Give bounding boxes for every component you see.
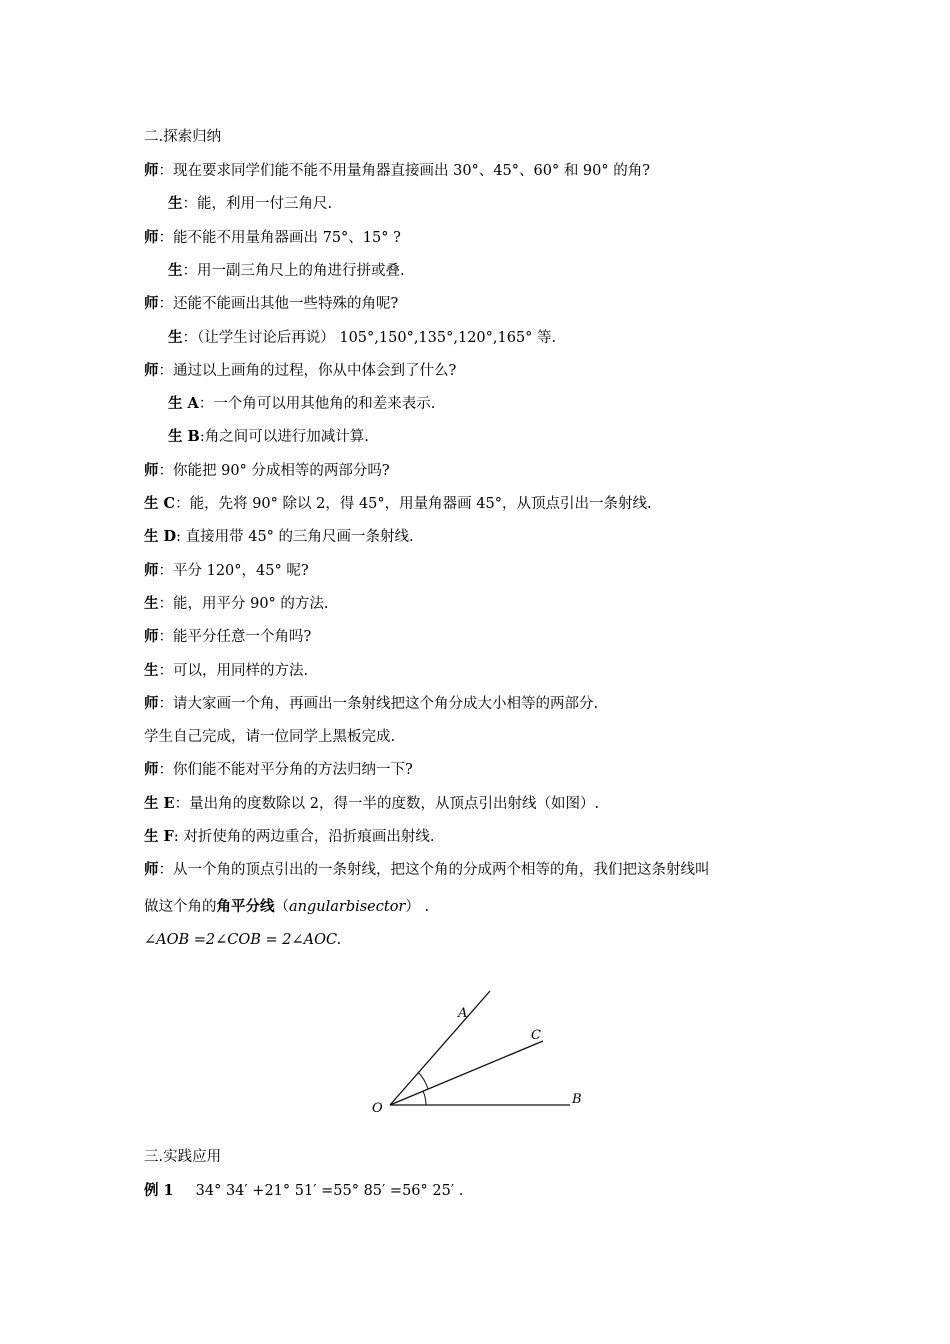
label-c: C (531, 1028, 541, 1043)
dialogue-line (144, 294, 398, 314)
section-3-heading: 三.实践应用 (144, 1149, 222, 1165)
speaker-separator: ： (158, 462, 173, 479)
speaker: 生 (144, 594, 159, 612)
speaker-separator: ： (175, 496, 190, 512)
angle-arc-aoc (418, 1072, 428, 1089)
utterance: 量出角的度数除以 2，得一半的度数，从顶点引出射线（如图）. (189, 795, 600, 812)
label-a: A (458, 1006, 468, 1021)
speaker: 生 A (168, 395, 199, 413)
speaker-separator: ： (158, 163, 173, 179)
speaker-separator: ： (174, 795, 190, 812)
dialogue-line (144, 727, 395, 747)
dialogue-line (144, 228, 401, 248)
speaker: 师 (144, 861, 159, 879)
utterance: 学生自己完成，请一位同学上黑板完成. (144, 729, 396, 746)
dialogue-line (168, 194, 332, 214)
speaker-separator: ： (158, 229, 173, 246)
utterance: 可以，用同样的方法. (173, 662, 309, 679)
dialogue-line (144, 860, 710, 880)
definition-line (144, 897, 429, 917)
speaker-separator: ： (182, 329, 197, 346)
utterance: 直接用带 45° 的三角尺画一条射线. (181, 529, 414, 546)
utterance: 能不能不用量角器画出 75°、15° ? (173, 229, 401, 246)
definition-term: 角平分线 (216, 898, 275, 915)
dialogue-line (144, 361, 456, 381)
speaker-separator: ： (158, 629, 173, 646)
speaker-separator: ： (182, 196, 197, 213)
example-label: 例 1 (144, 1182, 174, 1199)
dialogue-line (144, 760, 413, 780)
speaker: 师 (144, 628, 159, 646)
ray-oc (390, 1041, 543, 1105)
example-text: 34° 34′ +21° 51′ =55° 85′ =56° 25′ . (195, 1183, 464, 1199)
utterance: 能，先将 90° 除以 2，得 45°，用量角器画 45°，从顶点引出一条射线. (189, 496, 652, 512)
speaker-separator: ： (182, 262, 197, 279)
definition-prefix: 做这个角的 (144, 899, 217, 915)
utterance: 角之间可以进行加减计算. (204, 429, 369, 446)
dialogue-line (144, 461, 390, 481)
speaker: 师 (144, 162, 159, 179)
utterance: 你们能不能对平分角的方法归纳一下? (173, 762, 413, 779)
speaker: 生 B (168, 428, 200, 446)
angle-formula: ∠AOB =2∠COB = 2∠AOC. (144, 932, 342, 948)
speaker: 师 (144, 461, 159, 479)
dialogue-line (144, 561, 309, 581)
speaker-separator: : (199, 429, 205, 446)
speaker: 生 E (144, 794, 175, 812)
dialogue-line (144, 694, 598, 714)
definition-paren-close: ） . (405, 899, 430, 915)
example-1 (144, 1181, 463, 1201)
utterance: 还能不能画出其他一些特殊的角呢? (173, 296, 399, 313)
utterance: 你能把 90° 分成相等的两部分吗? (173, 462, 390, 479)
utterance: 能，利用一付三角尺. (197, 196, 333, 213)
dialogue-line (144, 827, 434, 847)
angle-bisector-figure (365, 960, 600, 1130)
dialogue-line (144, 661, 308, 681)
dialogue-line (144, 594, 329, 614)
dialogue-line (144, 494, 652, 514)
dialogue-line (144, 161, 650, 181)
speaker-separator: : (176, 529, 182, 546)
utterance: 对折使角的两边重合，沿折痕画出射线. (178, 829, 435, 845)
utterance: 平分 120°，45° 呢? (173, 562, 309, 579)
speaker-separator: ： (158, 862, 173, 879)
dialogue-line (168, 394, 435, 414)
label-b: B (572, 1092, 582, 1107)
label-o: O (372, 1101, 383, 1116)
utterance: （让学生讨论后再说） 105°,150°,135°,120°,165° 等. (197, 329, 557, 346)
speaker-separator: ： (158, 562, 173, 579)
speaker-separator: ： (158, 662, 173, 679)
speaker: 师 (144, 361, 159, 379)
speaker-separator: : (173, 829, 179, 845)
speaker: 师 (144, 295, 159, 313)
speaker: 生 (168, 261, 183, 279)
dialogue-line (168, 261, 405, 281)
speaker-separator: ： (158, 595, 173, 612)
utterance: 能平分任意一个角吗? (173, 629, 312, 646)
speaker: 生 F (144, 828, 174, 845)
angle-arc-cob (423, 1091, 426, 1105)
speaker: 师 (144, 761, 159, 779)
speaker-separator: ： (158, 362, 173, 379)
utterance: 能，用平分 90° 的方法. (173, 595, 329, 612)
speaker: 生 (144, 661, 159, 679)
dialogue-line (168, 328, 556, 348)
speaker: 生 C (144, 495, 176, 512)
dialogue-line (144, 527, 414, 547)
utterance: 一个角可以用其他角的和差来表示. (213, 396, 436, 413)
speaker: 师 (144, 561, 159, 579)
ray-oa (390, 991, 490, 1105)
dialogue-line (168, 427, 369, 447)
speaker-separator: ： (158, 762, 173, 779)
speaker: 生 (168, 328, 183, 346)
dialogue-line (144, 627, 311, 647)
dialogue-line (144, 794, 599, 814)
speaker: 师 (144, 228, 159, 246)
definition-english-term: angularbisector (289, 899, 406, 915)
speaker-separator: ： (198, 396, 214, 413)
speaker: 师 (144, 694, 159, 712)
speaker: 生 (168, 195, 183, 213)
utterance: 现在要求同学们能不能不用量角器直接画出 30°、45°、60° 和 90° 的角? (173, 163, 651, 179)
speaker: 生 D (144, 528, 177, 546)
section-2-heading: 二.探索归纳 (144, 129, 222, 145)
speaker-separator: ： (158, 695, 173, 712)
utterance: 请大家画一个角，再画出一条射线把这个角分成大小相等的两部分. (173, 695, 599, 712)
utterance: 从一个角的顶点引出的一条射线，把这个角的分成两个相等的角，我们把这条射线叫 (173, 862, 710, 879)
definition-paren-open: （ (274, 899, 289, 915)
utterance: 用一副三角尺上的角进行拼或叠. (197, 262, 405, 279)
utterance: 通过以上画角的过程，你从中体会到了什么? (173, 362, 457, 379)
speaker-separator: ： (158, 296, 173, 313)
